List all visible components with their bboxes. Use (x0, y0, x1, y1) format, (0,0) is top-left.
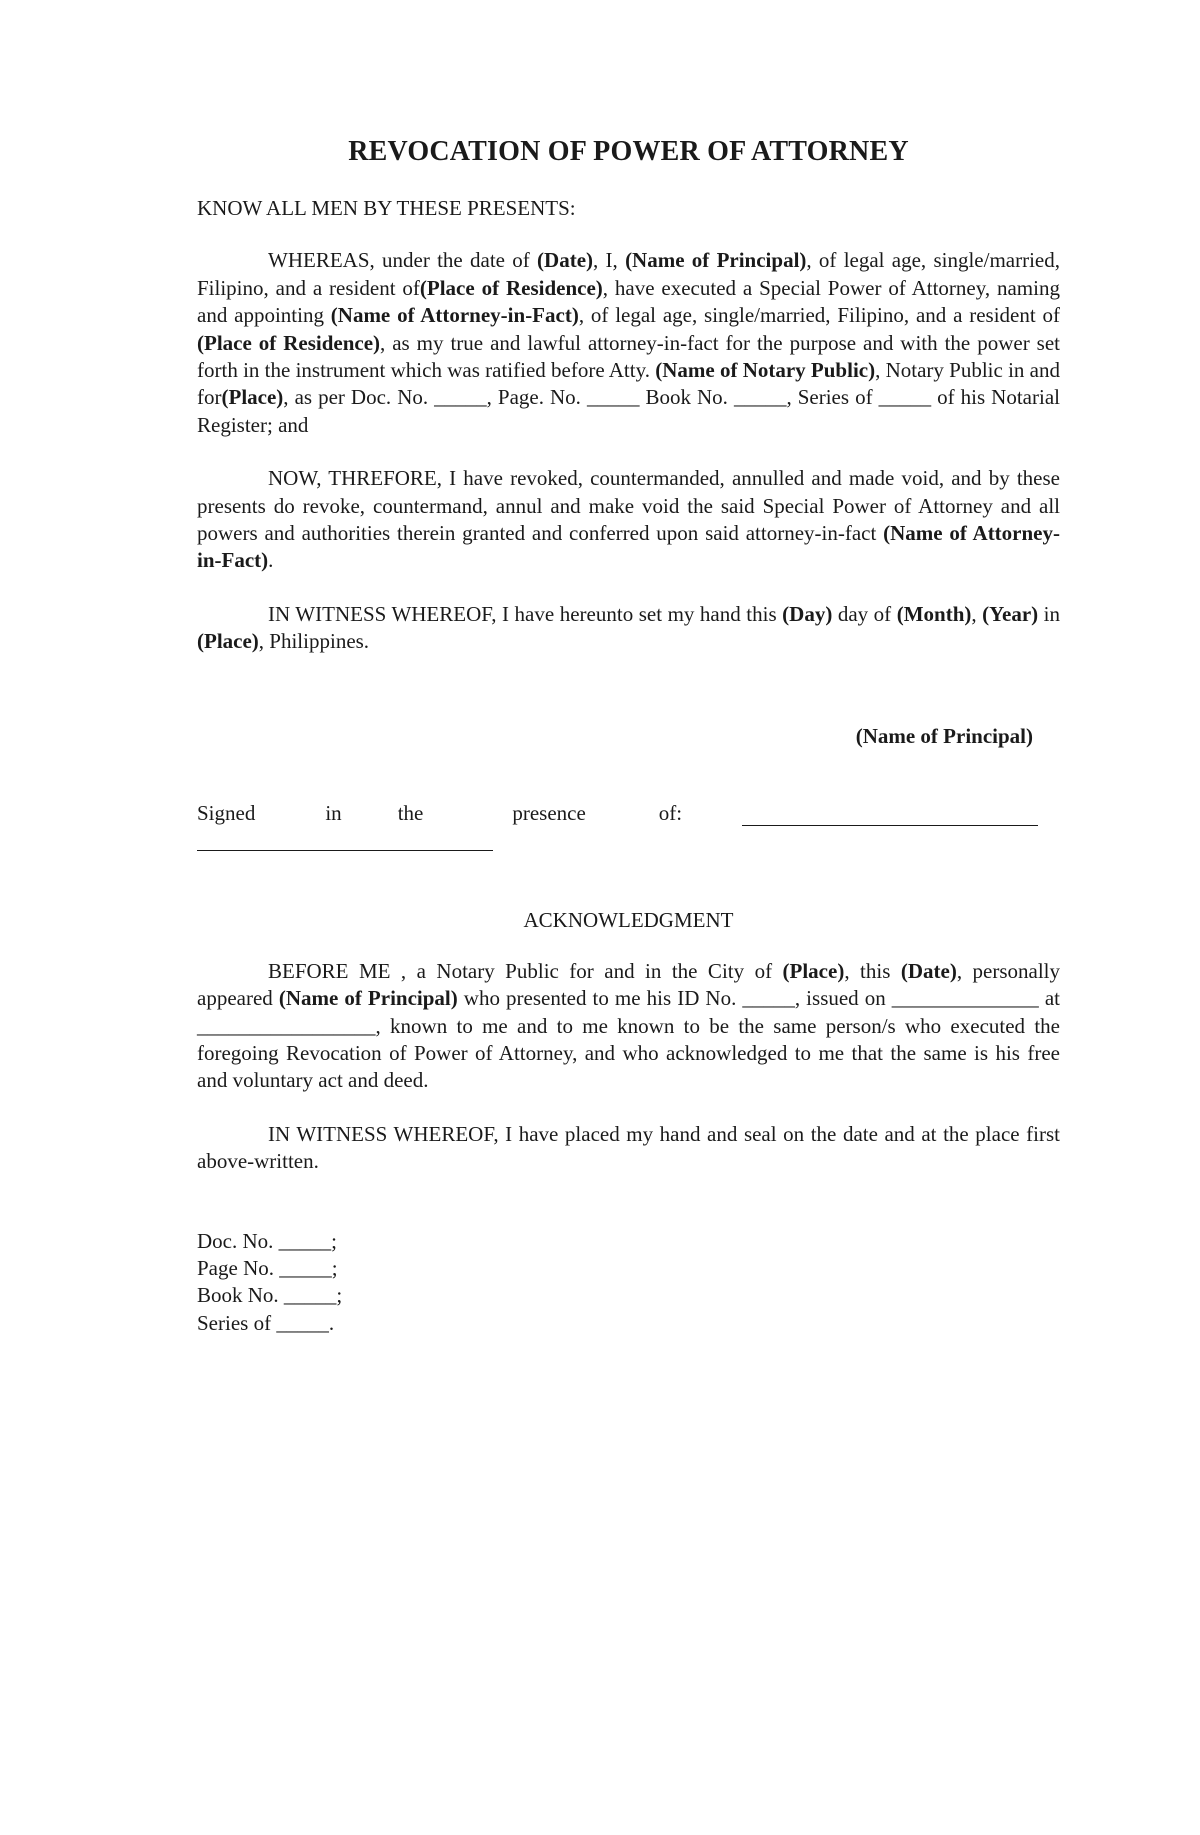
placeholder-attorney: (Name of Attorney-in-Fact) (330, 303, 579, 328)
doc-no-line: Doc. No. _____; (197, 1228, 337, 1253)
of-word: of: (658, 800, 683, 825)
placeholder-place-2: (Place) (197, 629, 259, 654)
witness-text-1: IN WITNESS WHEREOF, I have hereunto set my hand this (268, 601, 783, 626)
placeholder-day: (Day) (782, 601, 833, 626)
ack-text-3: , personally appeared (197, 958, 1060, 1011)
whereas-paragraph (197, 247, 1060, 439)
placeholder-attorney-2: (Name of Attorney-in-Fact) (197, 521, 1060, 573)
notary-register-block (197, 1228, 1060, 1338)
presence-word: presence (512, 800, 586, 825)
whereas-text-8: , as per Doc. No. _____, Page. No. _____ Book No. _____, Series of _____ of his Notarial Register; and (197, 385, 1060, 437)
ack-text-2: , this (844, 958, 901, 983)
now-therefore-paragraph (197, 465, 1060, 575)
ack-text-1: BEFORE ME , a Notary Public for and in the City of (268, 958, 783, 983)
ack-witness-paragraph: IN WITNESS WHEREOF, I have placed my hand and seal on the date and at the place first above-written. (197, 1121, 1060, 1174)
in-word: in (325, 800, 342, 825)
series-line: Series of _____. (197, 1310, 335, 1335)
witness-text-2: day of (832, 601, 897, 626)
placeholder-residence-2: (Place of Residence) (197, 330, 381, 355)
witness-signature-line-2 (197, 832, 493, 851)
now-therefore-text-1: NOW, THREFORE, I have revoked, countermanded, annulled and made void, and by these presents do revoke, countermand, annul and make void the said Special Power of Attorney and all powers and authorities therein granted and conferred upon said attorney-in-fact (197, 466, 1060, 546)
witness-signature-line-1 (742, 807, 1038, 826)
the-word: the (397, 800, 424, 825)
whereas-text-2: , I, (593, 248, 626, 273)
whereas-text-6: , as my true and lawful attorney-in-fact for the purpose and with the power set forth in the instrument which was ratified before Atty. (197, 330, 1060, 383)
placeholder-residence-1: (Place of Residence) (419, 275, 603, 300)
placeholder-notary: (Name of Notary Public) (655, 358, 876, 383)
now-therefore-text-2: . (268, 548, 274, 573)
whereas-text-7: , Notary Public in and for (197, 358, 1060, 410)
witness-text-4: in (1038, 601, 1061, 626)
placeholder-year: (Year) (982, 601, 1039, 626)
placeholder-date: (Date) (537, 248, 594, 273)
acknowledgment-title: ACKNOWLEDGMENT (523, 907, 734, 932)
placeholder-ack-place: (Place) (782, 958, 845, 983)
acknowledgment-paragraph (197, 958, 1060, 1095)
ack-text-4: who presented to me his ID No. _____, issued on ______________ at _________________, known to me and to me known to be the same person/s who executed the foregoing Revocation of Power of Attorney, and who acknowledged to me that the same is his free and voluntary act and deed. (197, 986, 1061, 1093)
witness-text-3: , (971, 601, 983, 626)
document-title: REVOCATION OF POWER OF ATTORNEY (348, 136, 909, 167)
opening-line: KNOW ALL MEN BY THESE PRESENTS: (197, 196, 576, 220)
witness-text-5: , Philippines. (258, 629, 370, 654)
witness-paragraph (197, 601, 1060, 656)
placeholder-ack-principal: (Name of Principal) (278, 986, 458, 1011)
placeholder-principal: (Name of Principal) (625, 248, 807, 273)
whereas-text-4: , have executed a Special Power of Attorney, naming and appointing (197, 275, 1060, 328)
signed-presence-line (197, 801, 1060, 826)
whereas-text-1: WHEREAS, under the date of (268, 248, 538, 273)
placeholder-ack-date: (Date) (900, 958, 957, 983)
placeholder-place: (Place) (221, 385, 284, 410)
page-no-line: Page No. _____; (197, 1255, 338, 1280)
placeholder-month: (Month) (896, 601, 972, 626)
signed-word: Signed (197, 800, 256, 825)
whereas-text-5: , of legal age, single/married, Filipino, and a resident of (578, 303, 1060, 328)
whereas-text-3: , of legal age, single/married, Filipino, and a resident of (197, 248, 1060, 300)
principal-signature-name: (Name of Principal) (855, 723, 1033, 748)
book-no-line: Book No. _____; (197, 1283, 343, 1308)
witness-line-2-row (197, 832, 1060, 856)
